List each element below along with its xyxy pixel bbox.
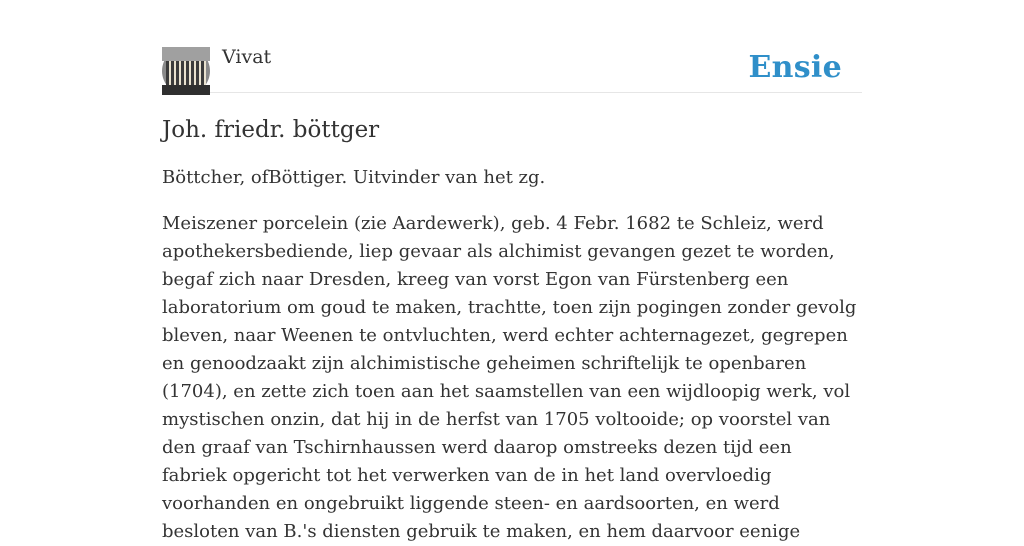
ensie-logo[interactable]: Ensie — [748, 50, 842, 85]
header — [162, 0, 862, 93]
article-title: Joh. friedr. böttger — [162, 117, 380, 143]
avatar-shelf — [162, 85, 210, 95]
avatar-background — [162, 47, 210, 61]
author-name[interactable]: Vivat — [222, 46, 272, 68]
books-image-icon — [166, 61, 206, 85]
author-avatar[interactable] — [162, 47, 210, 95]
article — [162, 114, 862, 546]
article-body: Meiszener porcelein (zie Aardewerk), geb. 4 Febr. 1682 te Schleiz, werd apothekersbediende, liep gevaar als alchimist gevangen gezet te worden, begaf zich naar Dresden, kreeg van vorst Egon van Fürstenberg een laboratorium om goud te maken, trachtte, toen zijn pogingen zonder gevolg bleven, naar Weenen te ontvluchten, werd echter achternagezet, gegrepen en genoodzaakt zijn alchimistische geheimen schriftelijk te openbaren (1704), en zette zich toen aan het saamstellen van een wijdloopig werk, vol mystischen onzin, dat hij in de herfst van 1705 voltooide; op voorstel van den graaf van Tschirnhaussen werd daarop omstreeks dezen tijd een fabriek opgericht tot het verwerken van de in het land overvloedig voorhanden en ongebruikt liggende steen- en aardsoorten, en werd besloten van B.'s diensten gebruik te maken, en hem daarvoor eenige — [162, 213, 857, 542]
article-lead: Böttcher, ofBöttiger. Uitvinder van het zg. — [162, 167, 546, 188]
